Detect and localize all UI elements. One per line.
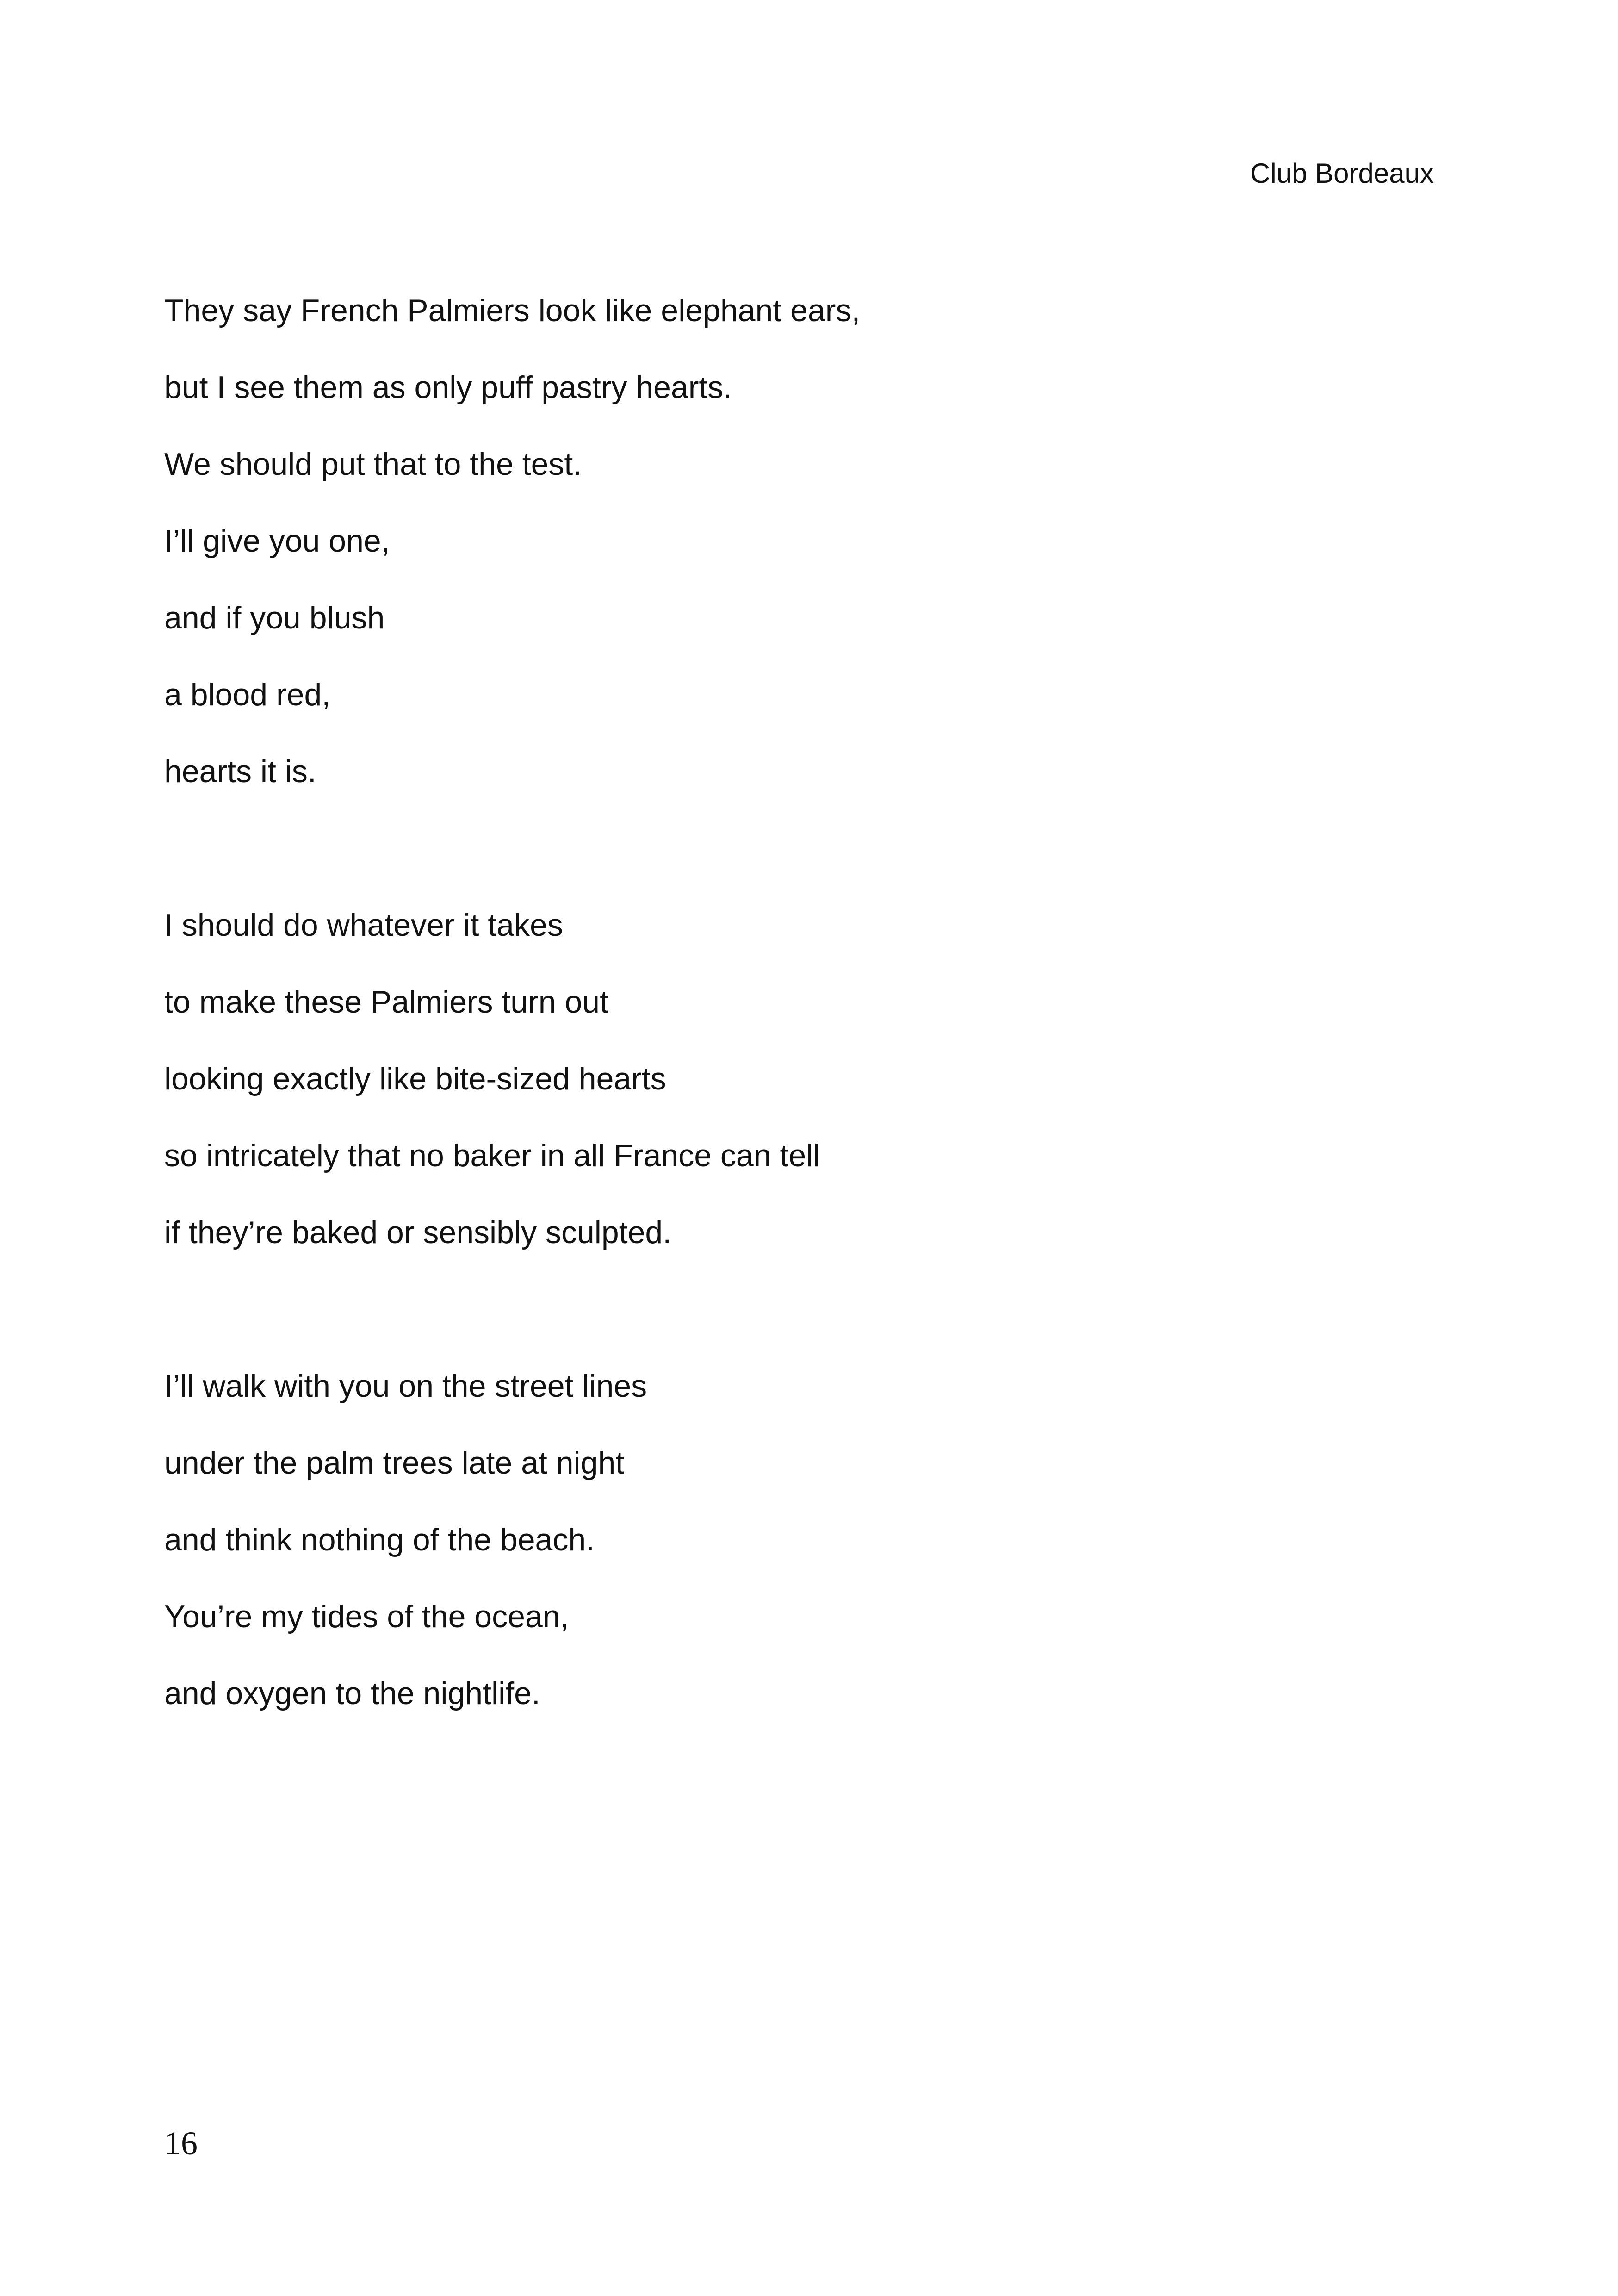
poem-line: but I see them as only puff pastry hearts. [164, 370, 732, 405]
poem-line: and oxygen to the nightlife. [164, 1676, 540, 1711]
stanza-3 [164, 1348, 1460, 1732]
poem-line: You’re my tides of the ocean, [164, 1599, 569, 1634]
poem-line: so intricately that no baker in all France can tell [164, 1138, 820, 1173]
poem-line: under the palm trees late at night [164, 1445, 625, 1481]
poem-line: and think nothing of the beach. [164, 1522, 595, 1557]
poem-line: I’ll give you one, [164, 523, 390, 559]
poem-line: if they’re baked or sensibly sculpted. [164, 1215, 672, 1250]
poem-line: to make these Palmiers turn out [164, 984, 609, 1020]
poem-line: They say French Palmiers look like elephant ears, [164, 293, 861, 328]
poem-line: We should put that to the test. [164, 447, 582, 482]
poem-line: I should do whatever it takes [164, 908, 563, 943]
stanza-1 [164, 272, 1460, 810]
poem-body [164, 272, 1460, 1809]
poem-line: I’ll walk with you on the street lines [164, 1369, 647, 1404]
page-number: 16 [164, 2125, 198, 2162]
stanza-2 [164, 887, 1460, 1271]
poem-line: hearts it is. [164, 754, 316, 789]
poem-line: looking exactly like bite-sized hearts [164, 1061, 666, 1096]
poem-line: and if you blush [164, 600, 385, 635]
poem-line: a blood red, [164, 677, 331, 712]
running-header: Club Bordeaux [1250, 158, 1434, 189]
